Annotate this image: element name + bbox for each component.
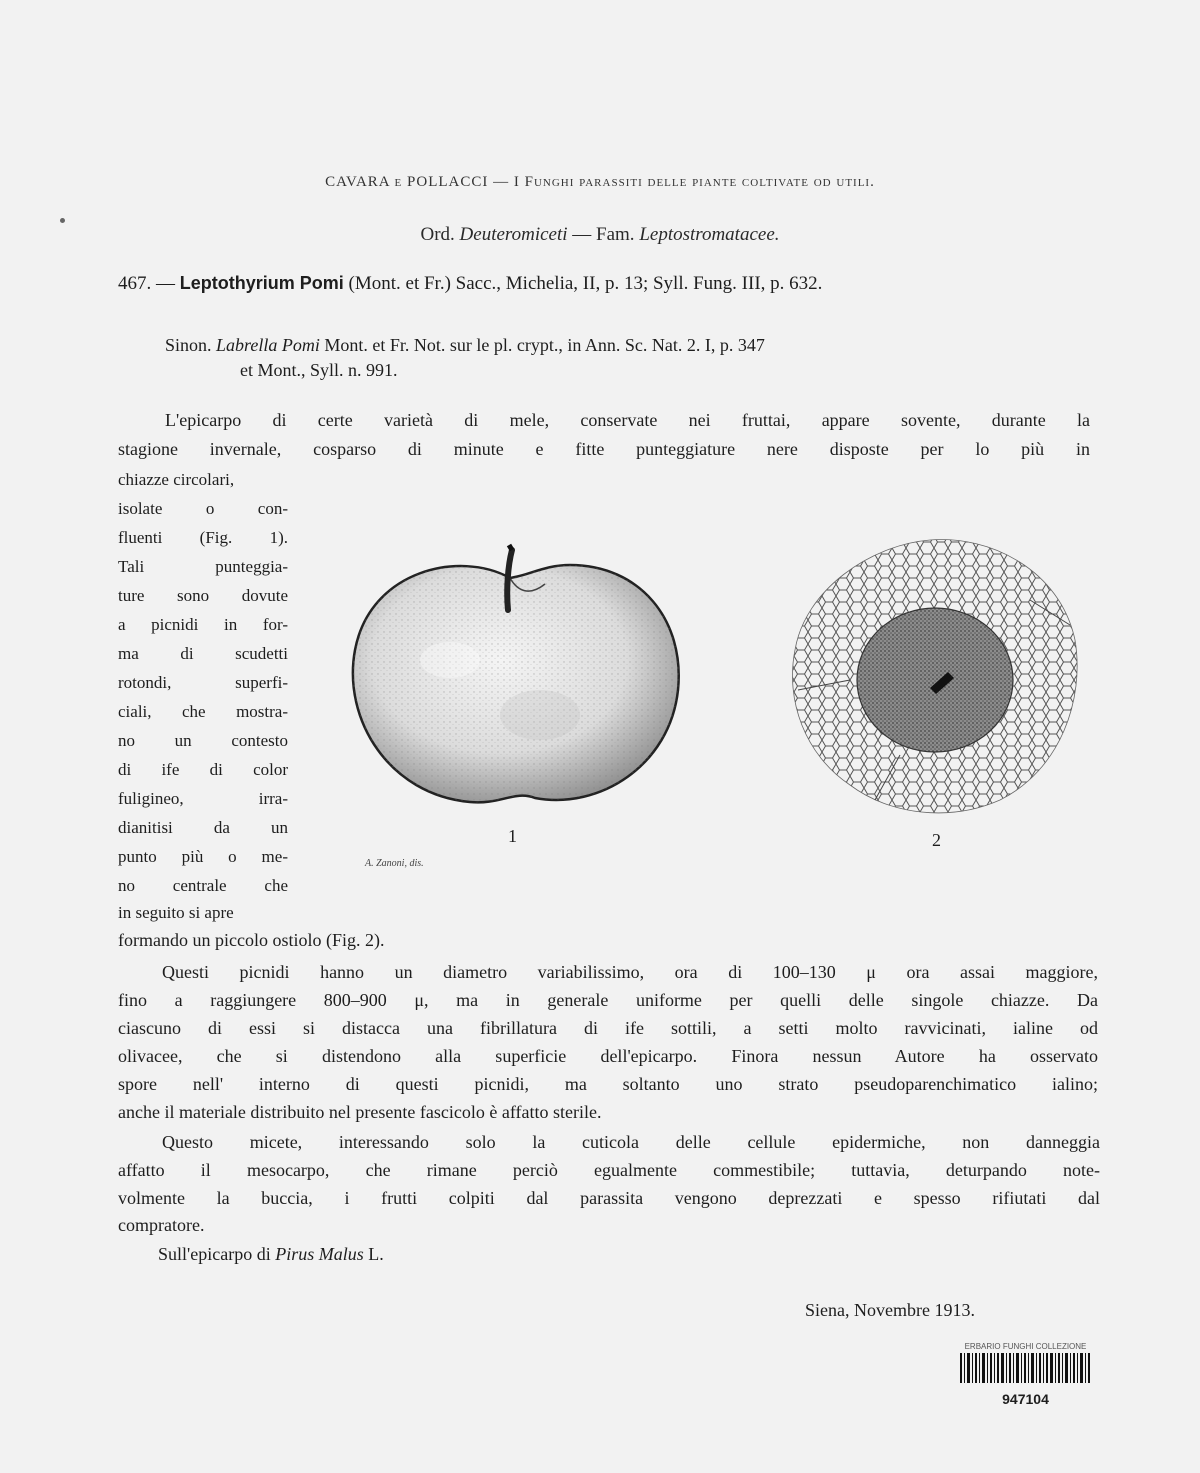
pycnidium-figure	[780, 530, 1090, 830]
para1-narrow-line: ciali, che mostra-	[118, 702, 288, 721]
para1-line-1: L'epicarpo di certe varietà di mele, conservate nei fruttai, appare sovente, durante la	[165, 410, 1090, 430]
running-header	[0, 174, 1200, 191]
entry-number: 467. —	[118, 273, 175, 294]
para1-last-line: formando un piccolo ostiolo (Fig. 2).	[118, 930, 385, 950]
para1-narrow-line: ma di scudetti	[118, 644, 288, 663]
para1-narrow-line: punto più o me-	[118, 847, 288, 866]
synonym-name: Labrella Pomi	[216, 335, 320, 355]
apple-figure	[340, 540, 690, 820]
para2-line: fino a raggiungere 800–900 μ, ma in generale uniforme per quelli delle singole chiazze. Da	[118, 990, 1098, 1010]
para2-line: olivacee, che si distendono alla superficie dell'epicarpo. Finora nessun Autore ha osservato	[118, 1046, 1098, 1066]
para1-narrow-line: Tali punteggia-	[118, 557, 288, 576]
synonym-line-1: Sinon. Labrella Pomi Mont. et Fr. Not. sur le pl. crypt., in Ann. Sc. Nat. 2. I, p. 347	[165, 335, 765, 355]
para1-narrow-line: fuligineo, irra-	[118, 789, 288, 808]
synonym-line-2: et Mont., Syll. n. 991.	[240, 360, 398, 380]
family-name: Leptostromatacee.	[639, 224, 780, 245]
para2-last-line: anche il materiale distribuito nel presente fascicolo è affatto sterile.	[118, 1102, 602, 1122]
taxonomic-order-line: Ord. Deuteromiceti — Fam. Leptostromatacee.	[420, 224, 780, 245]
host-name: Pirus Malus	[275, 1244, 364, 1264]
para2-line: ciascuno di essi si distacca una fibrillatura di ife sottili, a setti molto ravvicinati, ialine od	[118, 1018, 1098, 1038]
para1-narrow-line: no centrale che	[118, 876, 288, 895]
para1-narrow-line: dianitisi da un	[118, 818, 288, 837]
para1-narrow-line: ture sono dovute	[118, 586, 288, 605]
para1-narrow-line: a picnidi in for-	[118, 615, 288, 634]
para2-line: Questi picnidi hanno un diametro variabilissimo, ora di 100–130 μ ora assai maggiore,	[162, 962, 1098, 982]
para1-line-2: stagione invernale, cosparso di minute e fitte punteggiature nere disposte per lo più in	[118, 439, 1090, 459]
para3-last-line: compratore.	[118, 1215, 205, 1235]
figure-2-label: 2	[932, 830, 941, 850]
illustrator-credit: A. Zanoni, dis.	[365, 858, 424, 869]
para1-narrow-line: fluenti (Fig. 1).	[118, 528, 288, 547]
order-name: Deuteromiceti	[459, 224, 568, 245]
para1-narrow-line: isolate o con-	[118, 499, 288, 518]
barcode-icon	[958, 1351, 1093, 1385]
para1-narrow-line: chiazze circolari,	[118, 470, 235, 489]
header-text: CAVARA e POLLACCI — I Funghi parassiti delle piante coltivate od utili.	[325, 174, 875, 190]
para1-narrow-line: no un contesto	[118, 731, 288, 750]
figure-1-label: 1	[508, 826, 517, 846]
species-citation: (Mont. et Fr.) Sacc., Michelia, II, p. 13; Syll. Fung. III, p. 632.	[348, 273, 823, 294]
species-entry	[118, 273, 822, 295]
scan-speck	[60, 218, 65, 223]
para3-line: affatto il mesocarpo, che rimane perciò egualmente commestibile; tuttavia, deturpando note-	[118, 1160, 1100, 1180]
specimen-barcode	[958, 1342, 1093, 1407]
para1-narrow-line: di ife di color	[118, 760, 288, 779]
para3-line: Questo micete, interessando solo la cuticola delle cellule epidermiche, non danneggia	[162, 1132, 1100, 1152]
species-name: Leptothyrium Pomi	[179, 273, 344, 293]
para1-narrow-line: in seguito si apre	[118, 903, 234, 922]
barcode-label: ERBARIO FUNGHI COLLEZIONE	[964, 1342, 1087, 1351]
barcode-number: 947104	[1002, 1391, 1049, 1407]
para1-narrow-line: rotondi, superfi-	[118, 673, 288, 692]
para2-line: spore nell' interno di questi picnidi, ma soltanto uno strato pseudoparenchimatico ialino;	[118, 1074, 1098, 1094]
host-line: Sull'epicarpo di Pirus Malus L.	[158, 1244, 384, 1264]
para3-line: volmente la buccia, i frutti colpiti dal parassita vengono deprezzati e spesso rifiutati dal	[118, 1188, 1100, 1208]
place-date: Siena, Novembre 1913.	[805, 1300, 975, 1320]
